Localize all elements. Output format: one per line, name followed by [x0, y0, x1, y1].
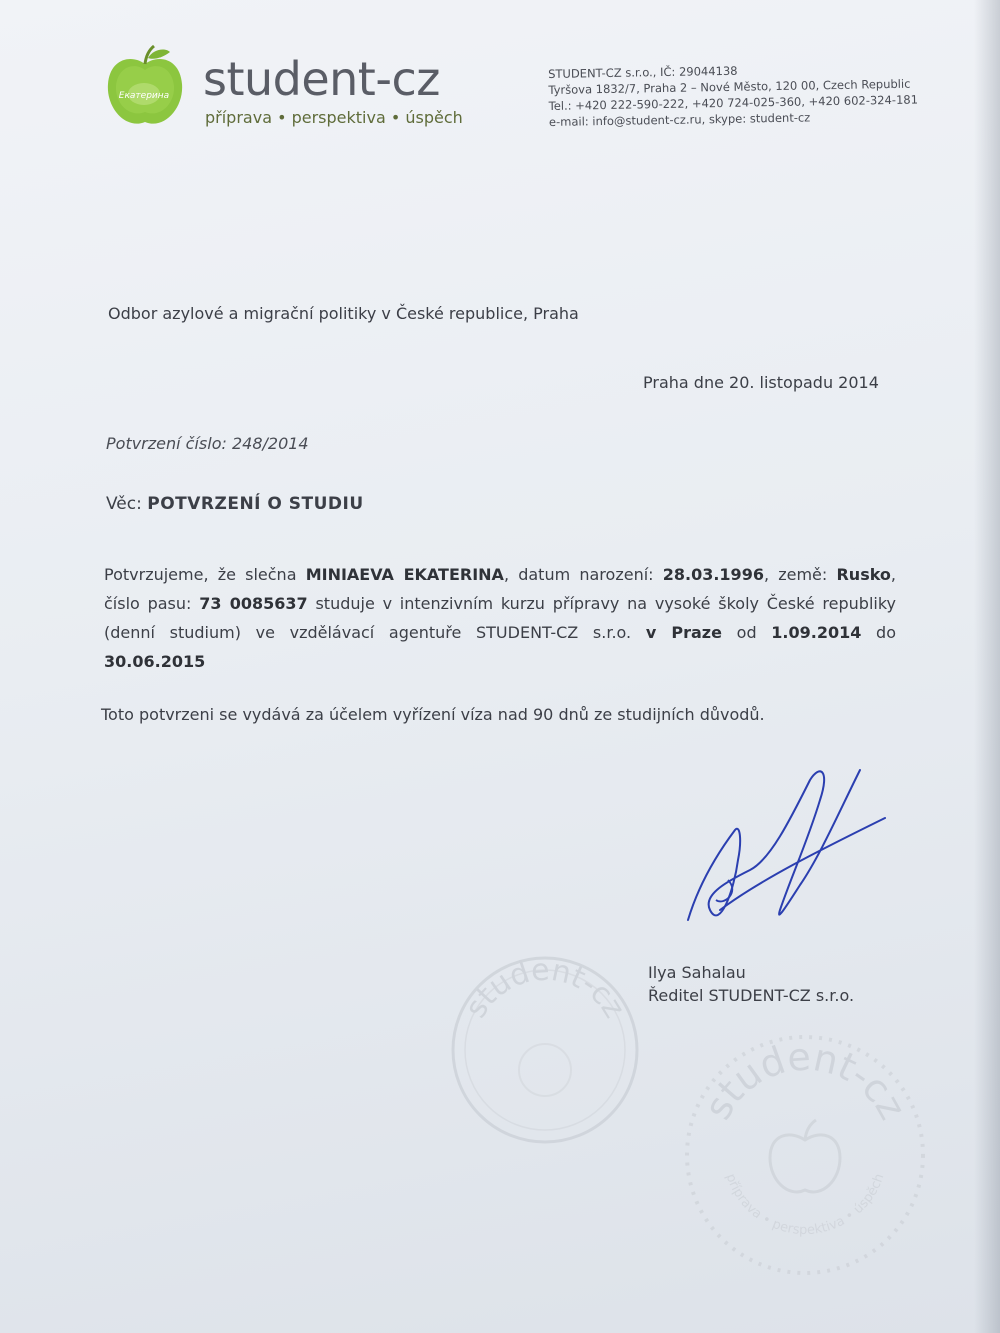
country: Rusko — [836, 565, 891, 584]
subject-line — [106, 494, 364, 514]
embossed-seal-icon — [680, 1030, 930, 1280]
date-to: 30.06.2015 — [104, 652, 206, 671]
passport-number: 73 0085637 — [199, 594, 308, 613]
subject-value: POTVRZENÍ O STUDIU — [147, 494, 364, 514]
signatory-title: Ředitel STUDENT-CZ s.r.o. — [648, 986, 855, 1005]
svg-text:příprava • perspektiva • úspěc: příprava • perspektiva • úspěch — [722, 1171, 888, 1239]
page-shadow-edge — [974, 0, 1000, 1333]
logo-tagline: příprava • perspektiva • úspěch — [205, 108, 463, 127]
signatory-name: Ilya Sahalau — [648, 963, 746, 982]
para-text: , datum narození: — [503, 565, 654, 584]
svg-text:student-cz: student-cz — [695, 1034, 915, 1127]
para-text: , číslo pasu: — [104, 565, 897, 613]
company-info-line: Tel.: +420 222-590-222, +420 724-025-360, +420 602-324-181 — [548, 92, 919, 113]
para-text: od — [736, 623, 757, 642]
svg-text:Екатерина: Екатерина — [118, 91, 170, 101]
company-info-block — [548, 60, 918, 130]
confirmation-paragraph — [104, 560, 896, 676]
round-stamp-icon — [445, 950, 645, 1150]
purpose-line: Toto potvrzeni se vydává za účelem vyřízení víza nad 90 dnů ze studijních důvodů. — [101, 705, 765, 724]
student-name: MINIAEVA EKATERINA — [305, 565, 504, 584]
logo-wordmark: student-cz — [203, 52, 440, 106]
para-text: do — [876, 623, 896, 642]
reference-number: Potvrzení číslo: 248/2014 — [106, 434, 309, 453]
para-text: , země: — [763, 565, 828, 584]
apple-logo-icon — [102, 44, 188, 130]
para-text: Potvrzujeme, že slečna — [104, 565, 297, 584]
subject-label: Věc: — [106, 494, 142, 514]
company-info-line: STUDENT-CZ s.r.o., IČ: 29044138 — [548, 63, 738, 81]
company-info-line: e-mail: info@student-cz.ru, skype: student-cz — [548, 110, 811, 129]
date-from: 1.09.2014 — [771, 623, 862, 642]
svg-text:student-cz: student-cz — [458, 952, 632, 1025]
date-of-birth: 28.03.1996 — [662, 565, 764, 584]
addressee: Odbor azylové a migrační politiky v České republice, Praha — [108, 304, 579, 323]
city: v Praze — [645, 623, 722, 642]
para-text: studuje v intenzivním kurzu přípravy na vysoké školy České republiky (denní studium) ve vzdělávací agentuře STUDENT-CZ s.r.o. — [104, 594, 897, 642]
date-line: Praha dne 20. listopadu 2014 — [643, 373, 879, 392]
company-info-line: Tyršova 1832/7, Praha 2 – Nové Město, 120 00, Czech Republic — [548, 76, 911, 97]
handwritten-signature — [680, 760, 895, 950]
